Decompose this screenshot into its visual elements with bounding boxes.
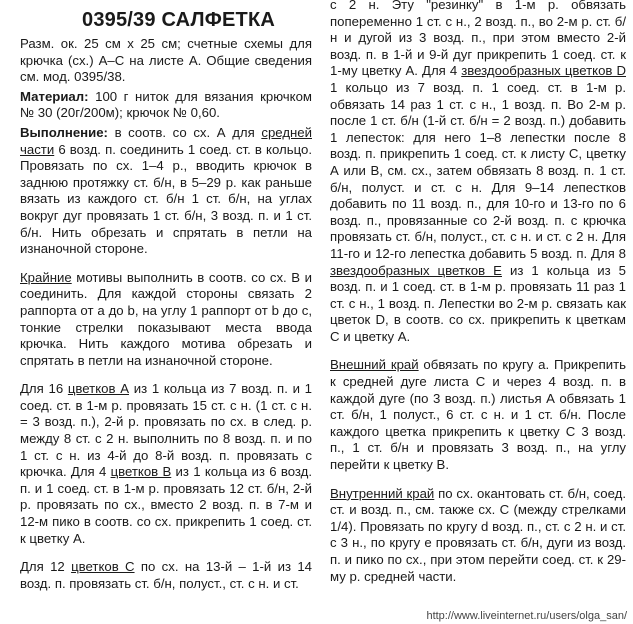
flowers-e-text: из 1 кольца из 5 возд. п. и 1 соед. ст. в 1-м р. провязать 11 раз 1 ст. с н., 1 возд. п. Лепестки во 2-м р. связать как цветок D, в соотв. со сх. прикрепить к цветкам С и цветку А. — [330, 262, 626, 344]
execution-paragraph — [20, 125, 312, 258]
flowers-c-link: цветков С — [71, 559, 135, 575]
rubber-text: с 2 н. Эту "резинку" в 1-м р. обвязать попеременно 1 ст. с н., 2 возд. п., во 2-м р. ст. б/н и дугой из 3 возд. п., при этом вместо 2-й возд. п. в 1-й и 9-й дуг прикрепить 1 соед. ст. к 1-му цветку А. Для 4 — [330, 0, 626, 79]
inner-edge-link: Внутренний край — [330, 485, 435, 501]
middle-part-link: средней части — [20, 124, 312, 157]
left-column — [20, 0, 312, 595]
material-paragraph — [20, 89, 312, 122]
edge-motifs-text: мотивы выполнить в соотв. со сх. В и соединить. Для каждой стороны связать 2 раппорта от а до b, на углу 1 раппорт от b до c, тонкие стрелки показывают места ввода крючка. Нить каждого мотива обрезать и спрятать в петли на изнаночной стороне. — [20, 269, 312, 368]
flowers-d-text: 1 кольцо из 7 возд. п. 1 соед. ст. в 1-м р. обвязать 14 раз 1 ст. с н., 1 возд. п. Во 2-м р. после 1 ст. б/н (1-й ст. б/н = 2 возд. п.) добавить 1 лепесток: для него 1–8 лепестки после 8 возд. п. прикрепить 1 соед. ст. к листу С, цветку А или В, см. сх., затем обвязать 8 возд. п. 1 ст. б/н, полуст. и ст. с н. Для 9–14 лепестков добавить по 11 возд. п., для 10-го и 13-го по 6 возд. п., провязанные со 2-й возд. п. с крючка провязать ст. б/н, полуст., ст. с н. и ст. с 2 н. Для 11-го и 12-го лепестка добавить 5 возд. п. Для 8 — [330, 79, 626, 261]
edge-motifs-link: Крайние — [20, 269, 72, 285]
size-paragraph: Разм. ок. 25 см х 25 см; счетные схемы для крючка (сх.) А–С на листе А. Общие сведения см. мод. 0395/38. — [20, 36, 312, 85]
material-text: 100 г ниток для вязания крючком № 30 (20г/200м); крючок № 0,60. — [20, 88, 312, 121]
flowers-a-link: цветков А — [67, 381, 129, 397]
flowers-c-paragraph — [20, 559, 312, 592]
inner-edge-text: по сх. окантовать ст. б/н, соед. ст. и возд. п., см. также сх. С (между стрелками 1/4). Провязать по кругу d возд. п., ст. с 2 н. и ст. с 3 н., по кругу е провязать ст. б/н, дуги из возд. п. и пико по сх., при этом перейти соед. ст. к 29-му р. средней части. — [330, 485, 626, 584]
flowers-a-text-1: Для 16 — [20, 381, 68, 397]
flowers-c-text-2: по сх. на 13-й – 1-й из 14 возд. п. провязать ст. б/н, полуст., ст. с н. и ст. — [20, 559, 312, 591]
flowers-d-paragraph — [330, 0, 626, 345]
right-column — [330, 0, 626, 588]
flowers-a-text-2: из 1 кольца из 7 возд. п. и 1 соед. ст. в 1-м р. провязать 15 ст. с н. (1 ст. с н. = 3 возд. п.), 2-й р. провязать по сх. в след. р. между 8 ст. с 2 н. выполнить по 8 возд. п. и по 1 ст. с н. из 4-й до 8-й возд. п. провязать с крючка. Для 4 — [20, 381, 312, 480]
flowers-b-text: из 1 кольца из 6 возд. п. и 1 соед. ст. в 1-м р. провязать 12 ст. б/н, 2-й р. провязать по сх., вместо 2 возд. п. в 7-м и 12-м пико в соотв. со сх. прикрепить 1 соед. ст. к цветку А. — [20, 464, 312, 546]
page-title: 0395/39 САЛФЕТКА — [82, 9, 275, 31]
outer-edge-paragraph — [330, 357, 626, 473]
flowers-d-link: звездообразных цветков D — [461, 63, 626, 79]
outer-edge-text: обвязать по кругу а. Прикрепить к средней дуге листа С и через 4 возд. п. в каждой дуге (по 3 возд. п.) листья А обвязать 1 ст. б/н, 1 полуст., 6 ст. с н. и 1 ст. б/н. После каждого цветка прикрепить к цветку С 3 возд. п., 1 ст. б/н и провязать 3 возд. п., на углу перейти к цветку В. — [330, 357, 626, 473]
execution-text-1: в соотв. со сх. А для — [107, 124, 262, 140]
material-label: Материал: — [20, 88, 89, 104]
flowers-b-link: цветков В — [110, 464, 172, 480]
edge-motifs-paragraph — [20, 270, 312, 370]
execution-text-2: 6 возд. п. соединить 1 соед. ст. в кольцо. Провязать по сх. 1–4 р., вводить крючок в заднюю протяжку ст. б/н, в 5–29 р. как раньше вязать из каждого ст. б/н 1 ст. б/н, на углах вокруг дуг провязать 1 ст. б/н, 3 возд. п. и 1 ст. б/н. Нить обрезать и спрятать в петли на изнаночной стороне. — [20, 141, 312, 257]
inner-edge-paragraph — [330, 486, 626, 586]
flowers-a-paragraph — [20, 381, 312, 547]
flowers-e-link: звездообразных цветков Е — [330, 262, 502, 278]
watermark-url: http://www.liveinternet.ru/users/olga_san/ — [426, 610, 627, 622]
flowers-c-text-1: Для 12 — [20, 559, 72, 575]
outer-edge-link: Внешний край — [330, 357, 419, 373]
execution-label: Выполнение: — [20, 124, 108, 140]
